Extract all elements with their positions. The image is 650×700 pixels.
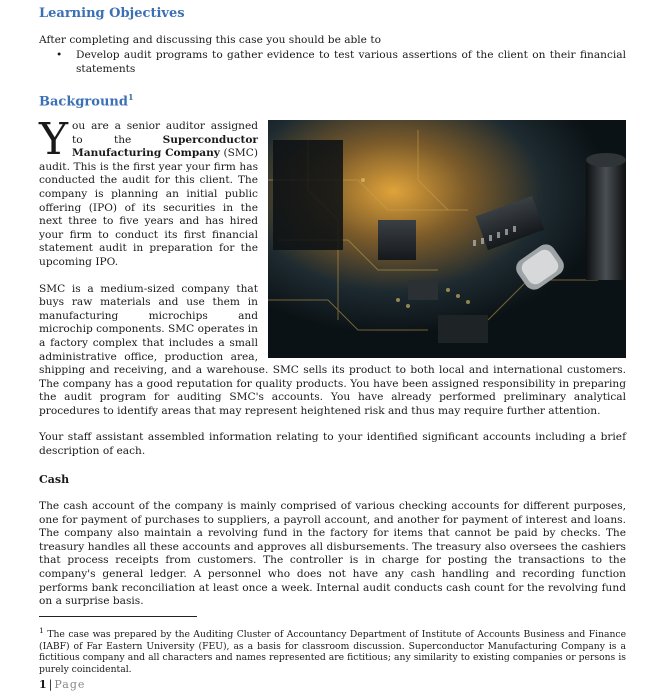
learning-objectives-heading: Learning Objectives	[39, 6, 185, 21]
background-footnote-marker: 1	[127, 92, 134, 102]
bullet-dot-icon: •	[56, 49, 63, 61]
footnote-divider	[39, 616, 197, 617]
background-paragraph-2: SMC is a medium-sized company that buys raw materials and use them in manufacturing microchips and microchip components. SMC operates in a factory complex that includes a small administrative office, production area, shipping and receiving, and a warehouse. SMC sells its product to both local and international customers. The company has a good reputation for quality products. You have been assigned responsibility in preparing the audit program for auditing SMC's accounts. You have already performed preliminary analytical procedures to identify areas that may represent heightened risk and thus may require further attention.	[39, 282, 626, 417]
cash-heading: Cash	[39, 473, 70, 486]
page-separator: |	[48, 678, 53, 691]
company-name: Superconductor Manufacturing Company	[72, 133, 258, 160]
background-p1-part-a: ou are a senior auditor assigned to the	[72, 120, 258, 146]
page-number-value: 1	[39, 678, 47, 691]
cash-paragraph: The cash account of the company is mainly comprised of various checking accounts for different purposes, one for payment of purchases to suppliers, a payroll account, and another for payment of interest and loans. The company also maintain a revolving fund in the factory for items that cannot be paid by checks. The treasury handles all these accounts and approves all disbursements. The treasury also oversees the cashiers that process receipts from customers. The controller is in charge for posting the transactions to the company's general ledger. A personnel who does not have any cash handling and recording function performs bank reconciliation at least once a week. Internal audit conducts cash count for the revolving fund on a surprise basis.	[39, 500, 626, 608]
objective-bullet	[56, 49, 626, 76]
page-label: Page	[54, 678, 86, 691]
background-heading	[39, 92, 134, 109]
footnote	[39, 625, 626, 675]
background-heading-text: Background	[39, 94, 128, 110]
background-p1-part-b: (SMC) audit. This is the first year your firm has conducted the audit for this client. The company is planning an initial public offering (IPO) of its securities in the next three to five years and has hired your firm to conduct its first financial statement audit in preparation for the upcoming IPO.	[39, 147, 258, 268]
background-section	[39, 114, 626, 459]
background-paragraph-3: Your staff assistant assembled information relating to your identified significant accounts including a brief description of each.	[39, 431, 626, 458]
footnote-text: The case was prepared by the Auditing Cluster of Accountancy Department of Institute of Accounts Business and Finance (IABF) of Far Eastern University (FEU), as a basis for classroom discussion. Superconductor Manufacturing Company is a fictitious company and all characters and names represented are fictitious; any similarity to existing companies or persons is purely coincidental.	[39, 629, 627, 675]
circuit-board-photo	[268, 120, 626, 358]
objectives-intro: After completing and discussing this case you should be able to	[39, 34, 381, 46]
drop-cap: Y	[39, 114, 69, 165]
page-number	[39, 678, 85, 691]
footnote-marker: 1	[39, 626, 44, 635]
objective-text: Develop audit programs to gather evidence to test various assertions of the client on their financial statements	[76, 49, 626, 75]
